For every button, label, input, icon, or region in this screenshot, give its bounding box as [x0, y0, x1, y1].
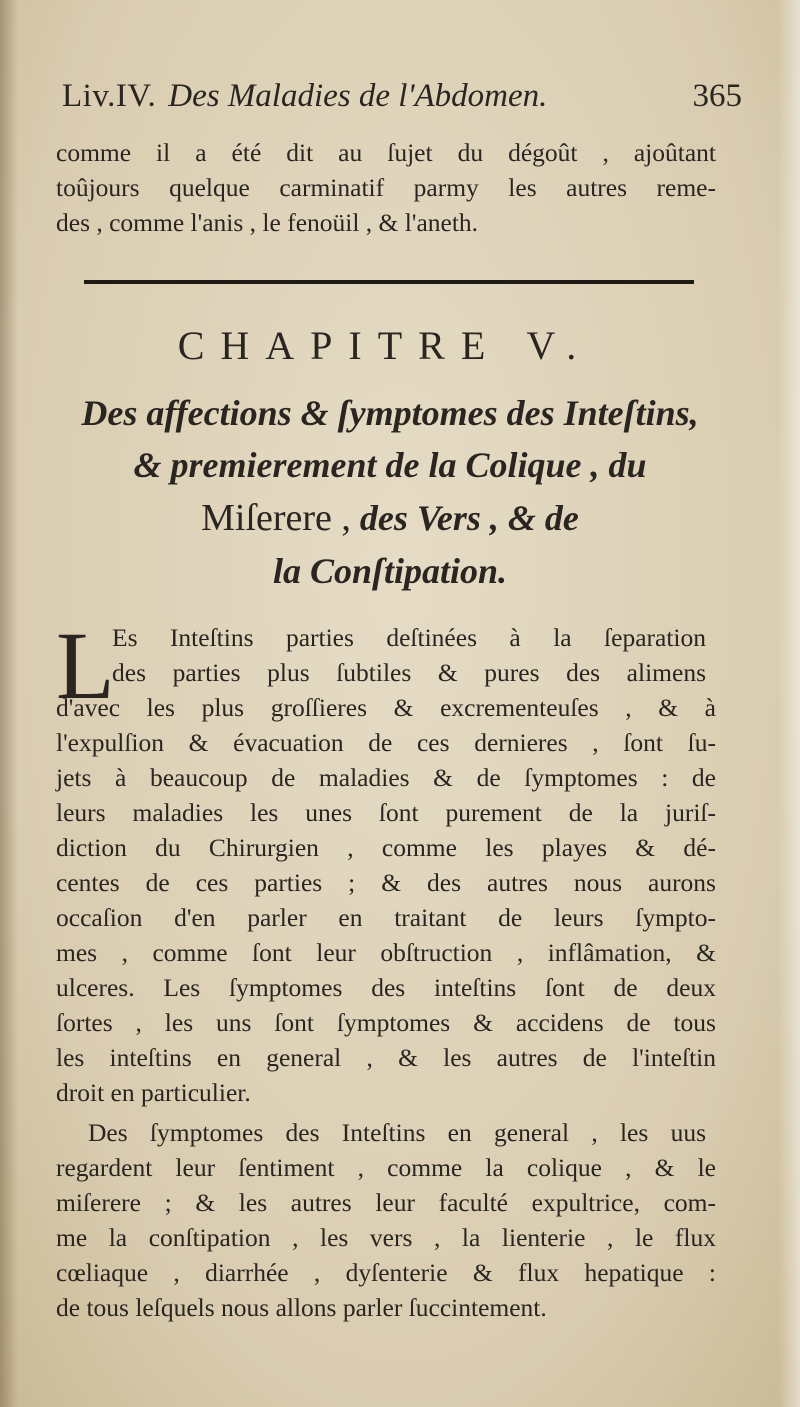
chapter-heading: CHAPITRE V.: [177, 323, 593, 368]
body-line: leurs maladies les unes ſont purement de la juriſ-: [56, 798, 716, 827]
body-line: de tous leſquels nous allons parler ſuccintement.: [56, 1293, 547, 1322]
chapter-subtitle: la Conſtipation.: [272, 551, 508, 591]
body-line: miſerere ; & les autres leur faculté expultrice, com-: [56, 1188, 716, 1217]
drop-cap: L: [56, 612, 115, 719]
subtitle-italic: des Vers , & de: [359, 498, 579, 538]
body-line: Des ſymptomes des Inteſtins en general , les uus: [88, 1118, 706, 1147]
body-line: droit en particulier.: [56, 1078, 251, 1107]
body-line: des parties plus ſubtiles & pures des alimens: [112, 658, 706, 687]
intro-line: toûjours quelque carminatif parmy les autres reme-: [56, 173, 716, 202]
body-line: occaſion d'en parler en traitant de leurs ſympto-: [56, 903, 716, 932]
body-line: jets à beaucoup de maladies & de ſymptomes : de: [56, 763, 716, 792]
body-line: les inteſtins en general , & les autres de l'inteſtin: [56, 1043, 716, 1072]
intro-line: comme il a été dit au ſujet du dégoût , ajoûtant: [56, 138, 716, 167]
running-head: [62, 78, 742, 115]
body-line: cœliaque , diarrhée , dyſenterie & flux hepatique :: [56, 1258, 716, 1287]
body-line: centes de ces parties ; & des autres nous aurons: [56, 868, 716, 897]
chapter-subtitle: & premierement de la Colique , du: [133, 445, 647, 485]
subtitle-upright: Miſerere ,: [201, 497, 351, 539]
body-line: diction du Chirurgien , comme les playes & dé-: [56, 833, 716, 862]
section-divider: [84, 280, 694, 284]
page-number: 365: [692, 78, 742, 114]
running-title: Des Maladies de l'Abdomen.: [168, 78, 548, 114]
body-line: ulceres. Les ſymptomes des inteſtins ſont de deux: [56, 973, 716, 1002]
chapter-subtitle: Des affections & ſymptomes des Inteſtins,: [81, 393, 699, 433]
intro-line: des , comme l'anis , le fenoüil , & l'aneth.: [56, 208, 479, 237]
body-line: d'avec les plus groſſieres & excrementeuſes , & à: [56, 693, 716, 722]
body-line: regardent leur ſentiment , comme la colique , & le: [56, 1153, 716, 1182]
body-line: mes , comme ſont leur obſtruction , inflâmation, &: [56, 938, 716, 967]
body-line: me la conſtipation , les vers , la lienterie , le flux: [56, 1223, 716, 1252]
body-line: l'expulſion & évacuation de ces dernieres , ſont ſu-: [56, 728, 716, 757]
body-line: ſortes , les uns ſont ſymptomes & accidens de tous: [56, 1008, 716, 1037]
book-number: Liv.IV.: [62, 78, 157, 114]
chapter-subtitle-line3: [0, 496, 780, 540]
body-line: Es Inteſtins parties deſtinées à la ſeparation: [112, 623, 706, 652]
